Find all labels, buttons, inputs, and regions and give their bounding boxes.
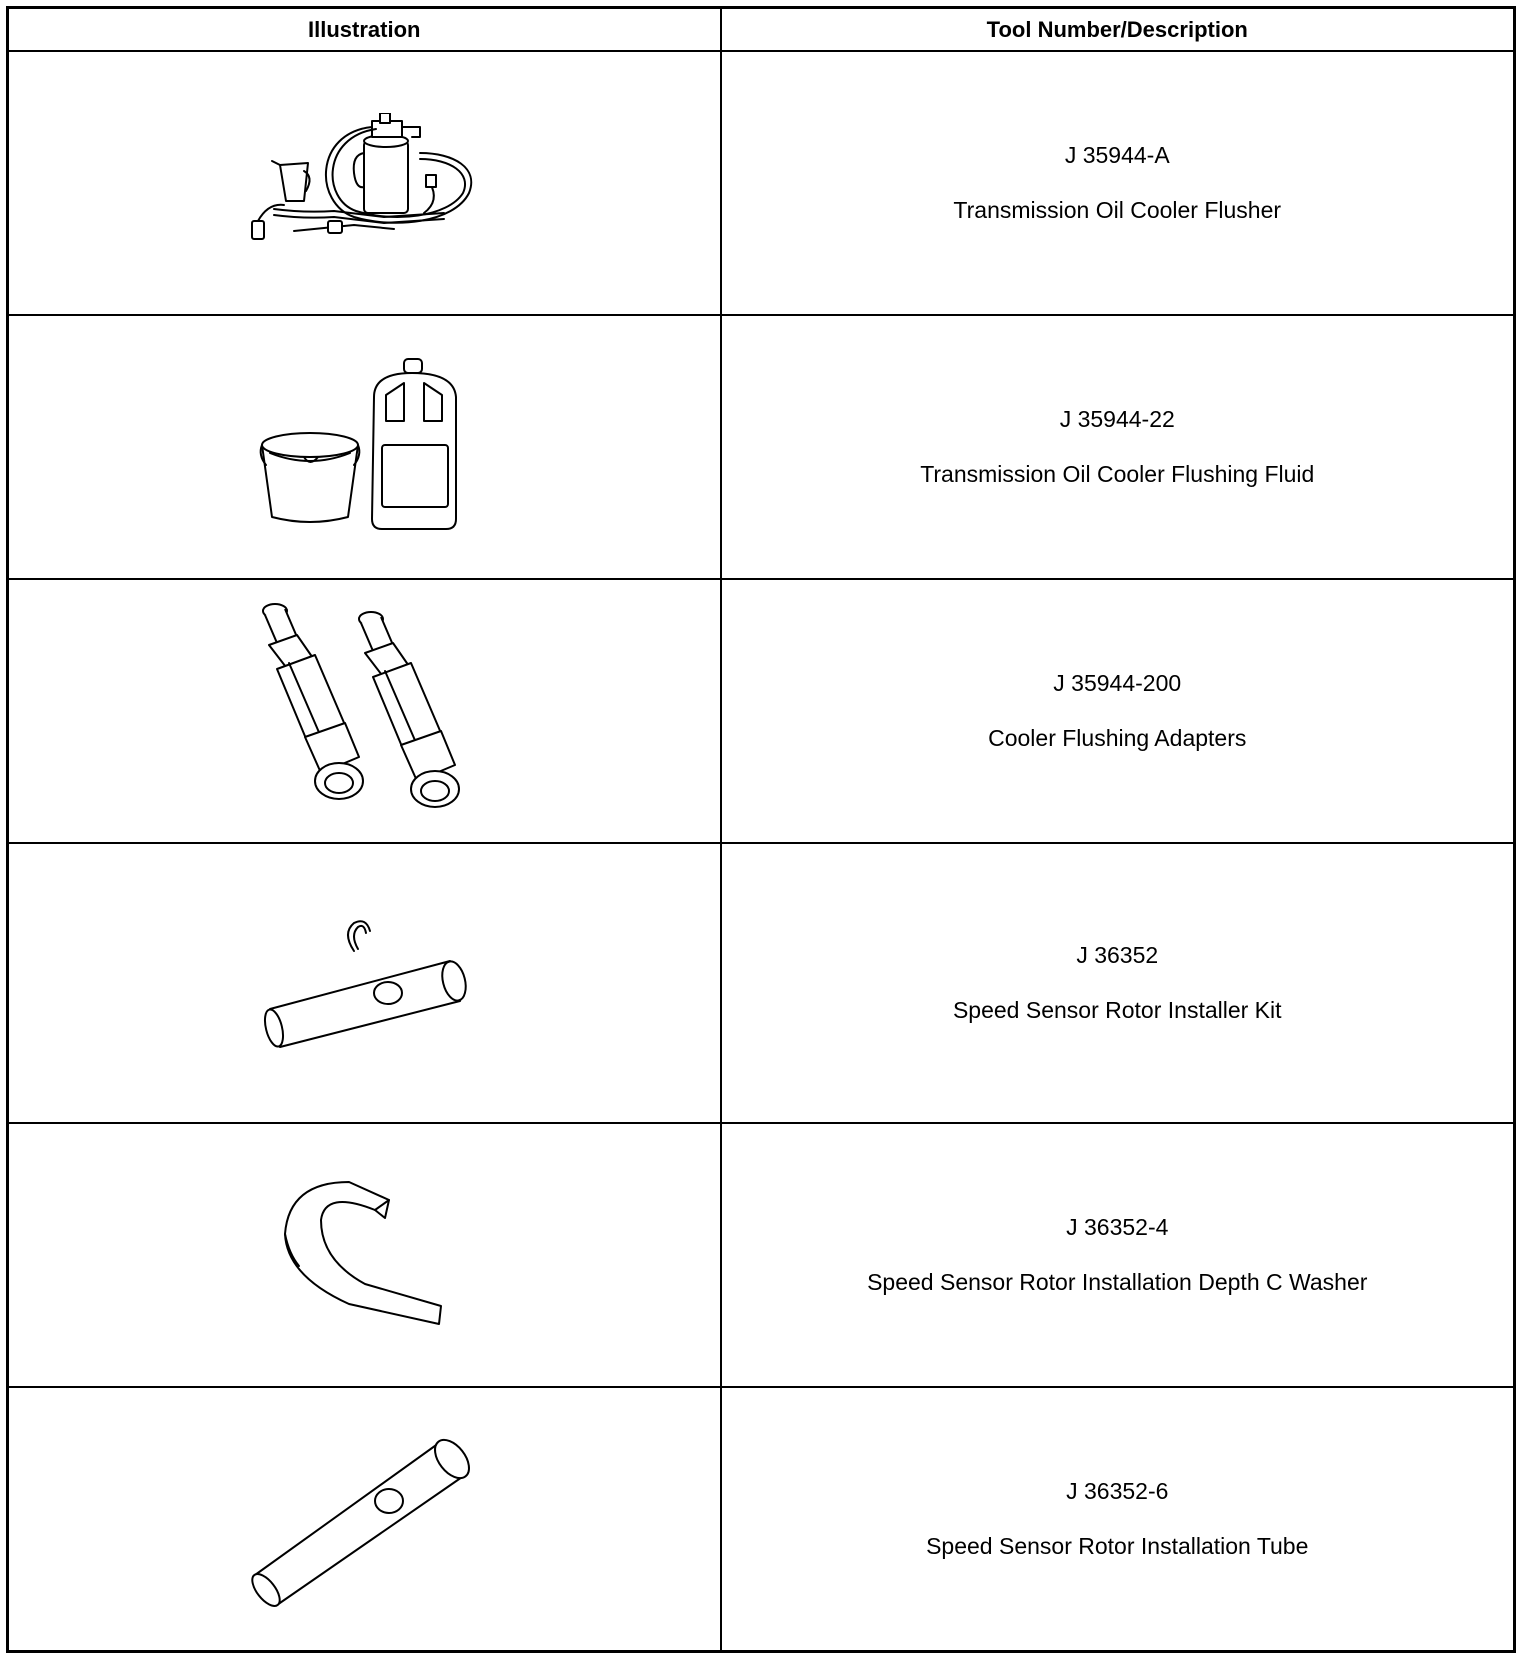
illustration-cell <box>8 315 721 579</box>
c-washer-icon <box>269 1180 459 1330</box>
description-cell <box>721 843 1515 1123</box>
tool-number: J 36352-4 <box>1066 1214 1169 1240</box>
table-row <box>8 579 1515 843</box>
illustration-cell <box>8 1123 721 1387</box>
flushing-adapters-icon <box>249 601 479 821</box>
tool-description: Transmission Oil Cooler Flusher <box>953 197 1282 223</box>
flushing-fluid-icon <box>254 357 474 537</box>
tool-number: J 35944-A <box>1064 142 1170 168</box>
table-row <box>8 1387 1515 1652</box>
oil-cooler-flusher-icon <box>244 113 484 253</box>
description-cell <box>721 1123 1515 1387</box>
tool-description: Speed Sensor Rotor Installation Tube <box>926 1533 1309 1559</box>
tool-table <box>6 6 1516 1653</box>
tool-description: Transmission Oil Cooler Flushing Fluid <box>920 461 1315 487</box>
tool-description: Cooler Flushing Adapters <box>988 725 1247 751</box>
header-illustration: Illustration <box>8 8 721 52</box>
description-cell <box>721 579 1515 843</box>
table-row <box>8 315 1515 579</box>
tool-number: J 36352 <box>1076 942 1159 968</box>
description-cell <box>721 51 1515 315</box>
illustration-cell <box>8 51 721 315</box>
illustration-cell <box>8 579 721 843</box>
illustration-cell <box>8 843 721 1123</box>
table-row <box>8 51 1515 315</box>
table-row <box>8 843 1515 1123</box>
tool-number: J 35944-22 <box>1059 406 1175 432</box>
tool-description: Speed Sensor Rotor Installation Depth C Washer <box>867 1269 1368 1295</box>
description-cell <box>721 315 1515 579</box>
header-tool-number-description: Tool Number/Description <box>721 8 1515 52</box>
table-row <box>8 1123 1515 1387</box>
rotor-installer-kit-icon <box>254 913 474 1053</box>
table-header-row <box>8 8 1515 52</box>
tool-number: J 36352-6 <box>1066 1478 1169 1504</box>
tool-number: J 35944-200 <box>1053 670 1182 696</box>
installation-tube-icon <box>249 1429 479 1609</box>
description-cell <box>721 1387 1515 1652</box>
illustration-cell <box>8 1387 721 1652</box>
tool-description: Speed Sensor Rotor Installer Kit <box>952 997 1282 1023</box>
